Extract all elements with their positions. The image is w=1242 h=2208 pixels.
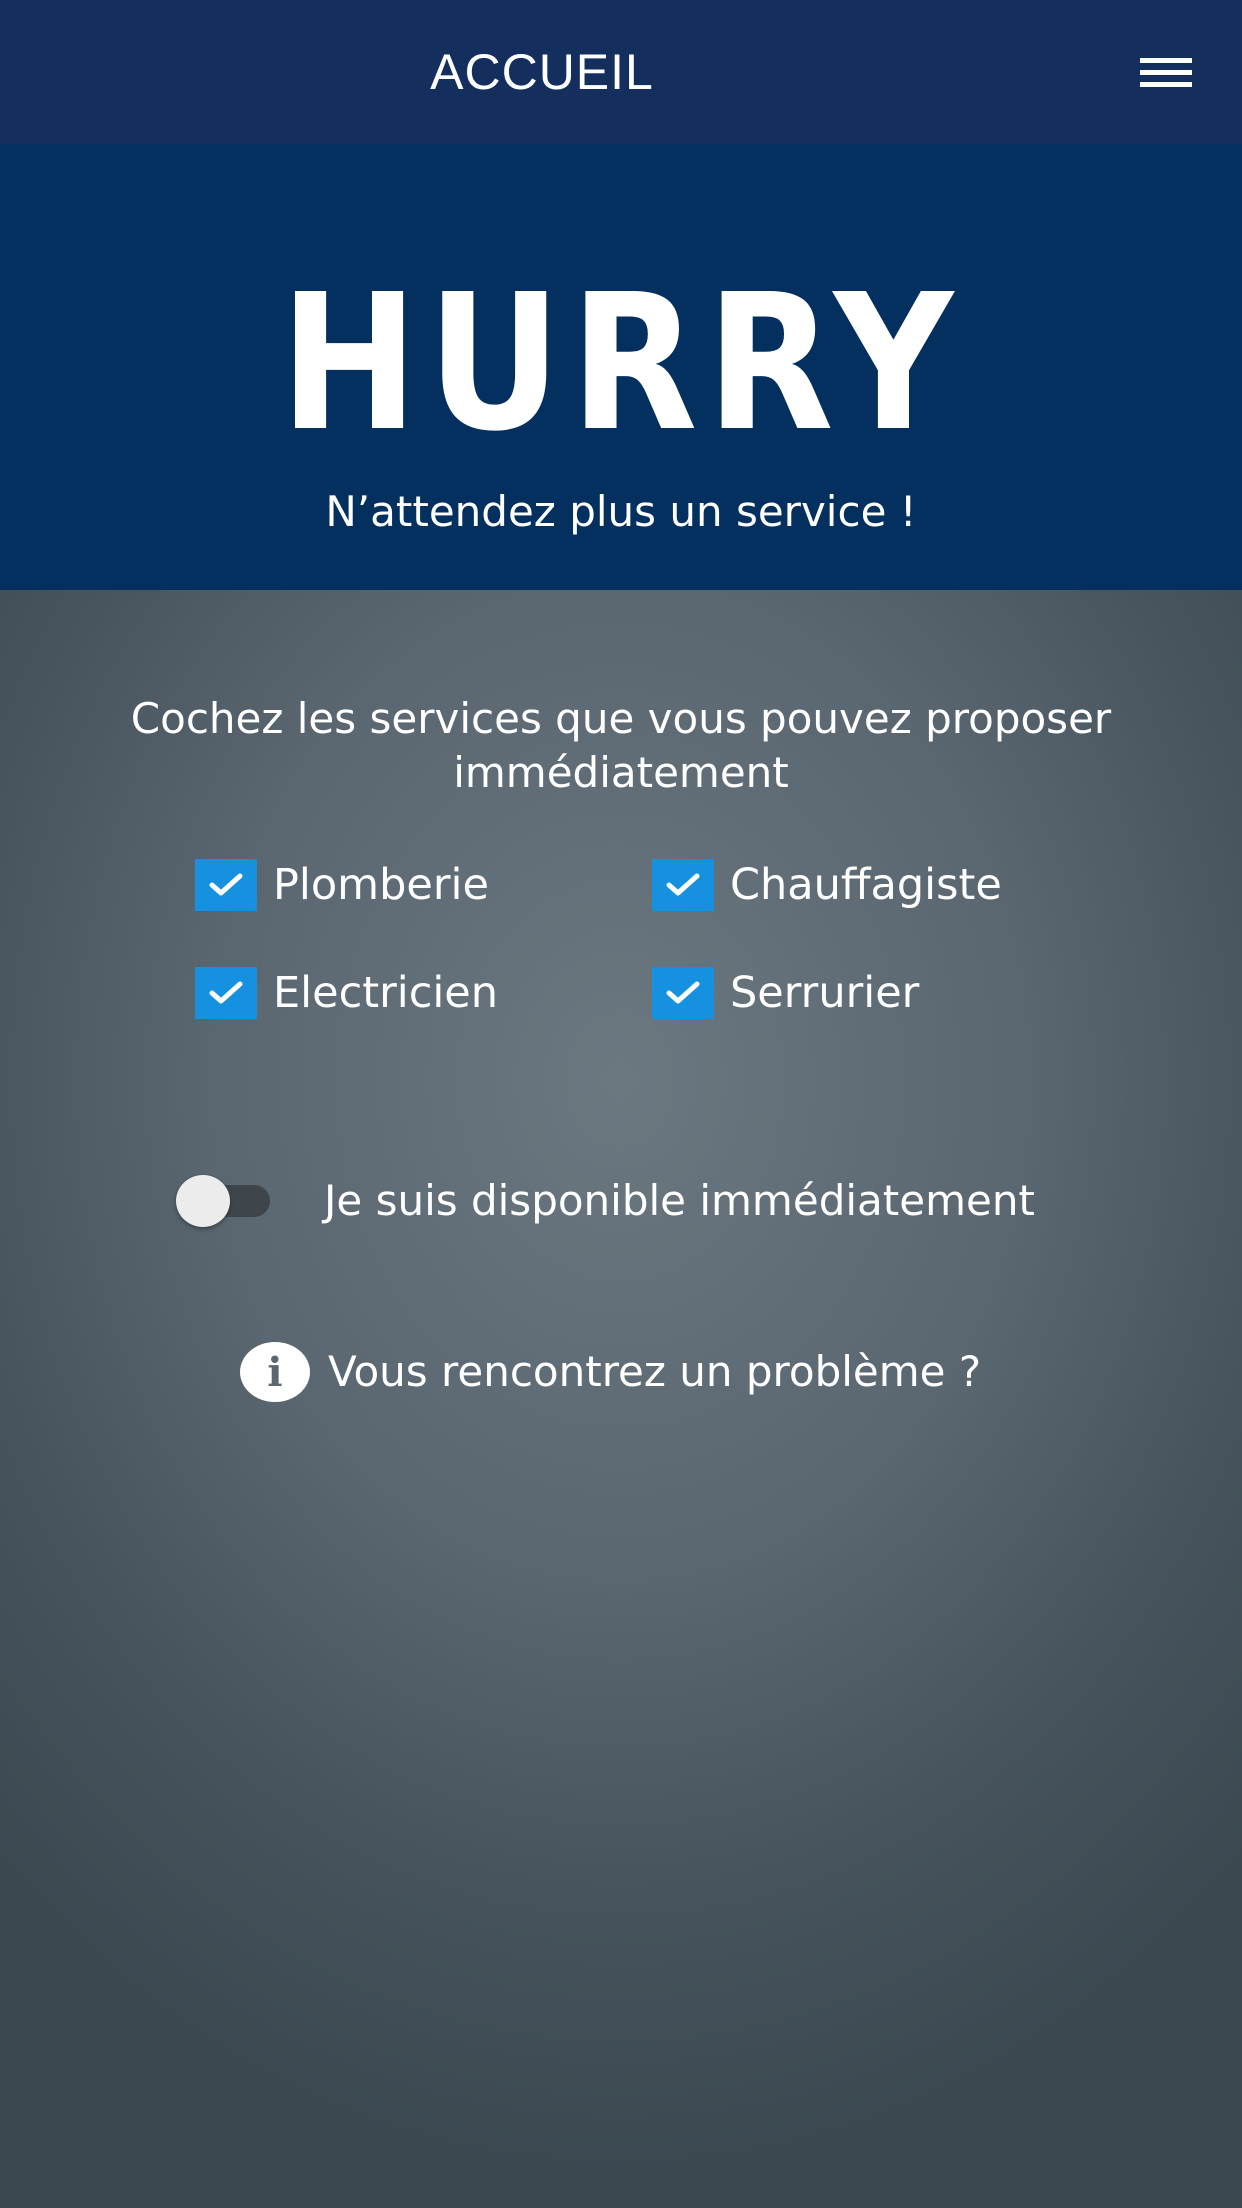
checkbox-checked[interactable] <box>652 859 714 911</box>
checkbox-checked[interactable] <box>195 967 257 1019</box>
page-title: ACCUEIL <box>430 44 654 100</box>
menu-button[interactable] <box>1120 46 1216 102</box>
service-checkbox-plomberie[interactable] <box>195 854 489 916</box>
availability-row <box>176 1170 1035 1232</box>
toggle-thumb[interactable] <box>176 1175 230 1227</box>
service-checkbox-serrurier[interactable] <box>652 962 919 1024</box>
availability-label: Je suis disponible immédiatement <box>324 1176 1035 1225</box>
service-checkbox-chauffagiste[interactable] <box>652 854 1002 916</box>
checkmark-icon <box>663 870 703 900</box>
checkbox-checked[interactable] <box>195 859 257 911</box>
hurry-logo: HURRY <box>279 254 963 473</box>
service-label: Chauffagiste <box>730 860 1002 910</box>
info-icon[interactable]: i <box>240 1342 310 1402</box>
checkbox-checked[interactable] <box>652 967 714 1019</box>
checkmark-icon <box>206 870 246 900</box>
services-instructions: Cochez les services que vous pouvez proposer immédiatement <box>130 694 1112 797</box>
availability-toggle[interactable] <box>176 1173 274 1229</box>
hero-banner <box>0 144 1242 590</box>
hamburger-menu-icon <box>1120 46 1216 102</box>
checkmark-icon <box>206 978 246 1008</box>
service-checkbox-electricien[interactable] <box>195 962 498 1024</box>
tagline: N’attendez plus un service ! <box>325 487 917 536</box>
service-label: Serrurier <box>730 968 920 1018</box>
service-label: Plomberie <box>273 860 489 910</box>
help-label[interactable]: Vous rencontrez un problème ? <box>328 1347 982 1396</box>
service-label: Electricien <box>273 968 498 1018</box>
top-bar <box>0 0 1242 144</box>
checkmark-icon <box>663 978 703 1008</box>
help-link[interactable] <box>240 1340 981 1404</box>
